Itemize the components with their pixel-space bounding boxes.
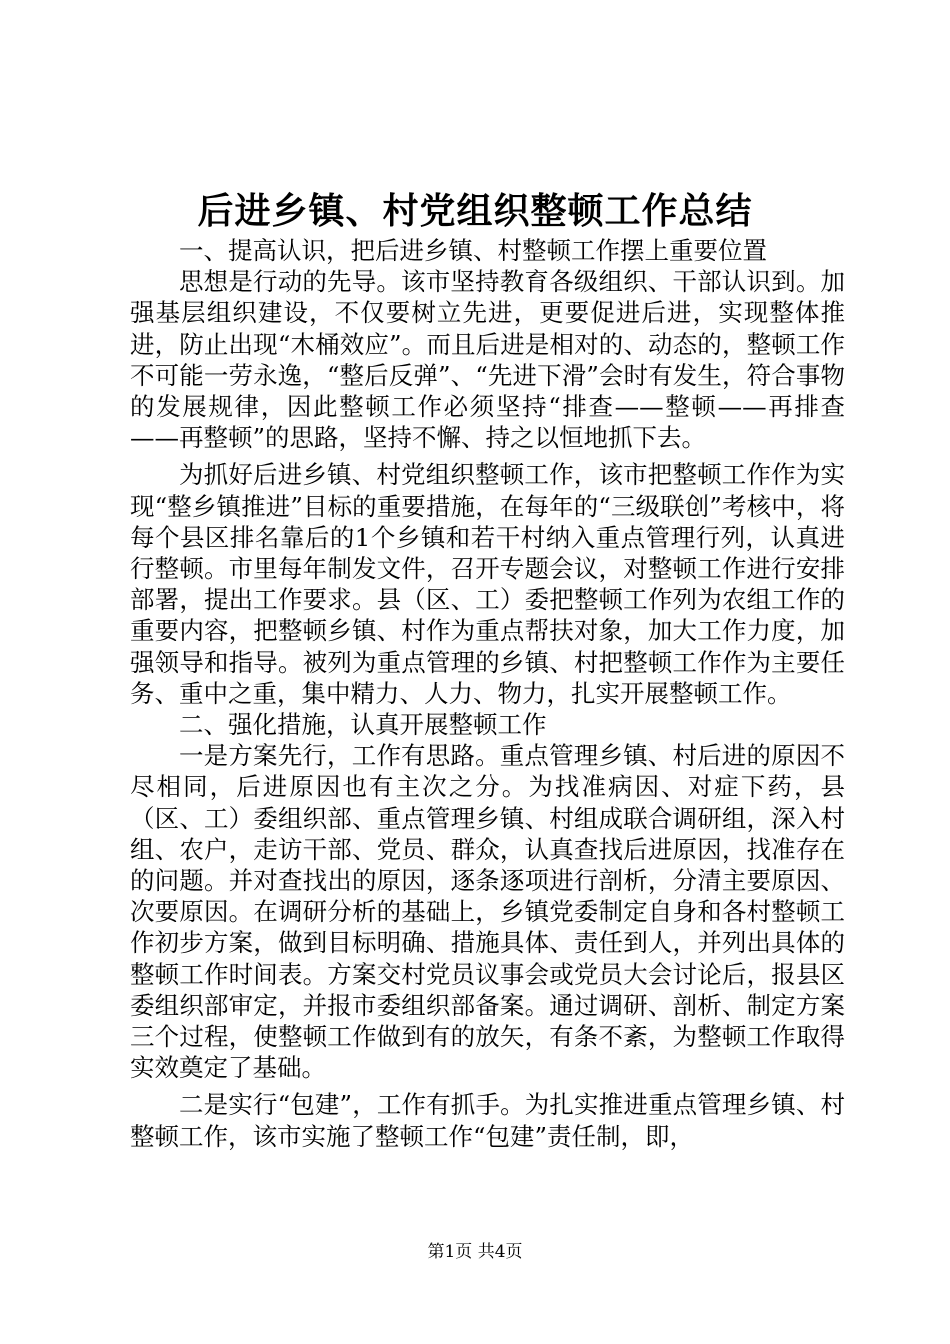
page-number-footer: 第1页 共4页 xyxy=(427,1242,523,1262)
paragraph: 二是实行“包建”，工作有抓手。为扎实推进重点管理乡镇、村整顿工作，该市实施了整顿工作“包建”责任制，即， xyxy=(130,1090,845,1151)
paragraph: 为抓好后进乡镇、村党组织整顿工作，该市把整顿工作作为实现“整乡镇推进”目标的重要措施，在每年的“三级联创”考核中，将每个县区排名靠后的1个乡镇和若干村纳入重点管理行列，认真进行整顿。市里每年制发文件，召开专题会议，对整顿工作进行安排部署，提出工作要求。县（区、工）委把整顿工作列为农组工作的重要内容，把整顿乡镇、村作为重点帮扶对象，加大工作力度，加强领导和指导。被列为重点管理的乡镇、村把整顿工作作为主要任务、重中之重，集中精力、人力、物力，扎实开展整顿工作。 xyxy=(130,460,845,708)
section-heading-1: 一、提高认识，把后进乡镇、村整顿工作摆上重要位置 xyxy=(179,236,767,265)
paragraph: 思想是行动的先导。该市坚持教育各级组织、干部认识到。加强基层组织建设，不仅要树立先进，更要促进后进，实现整体推进，防止出现“木桶效应”。而且后进是相对的、动态的，整顿工作不可能一劳永逸，“整后反弹”、“先进下滑”会时有发生，符合事物的发展规律，因此整顿工作必须坚持“排查——整顿——再排查——再整顿”的思路，坚持不懈、持之以恒地抓下去。 xyxy=(130,267,845,453)
section-heading-2: 二、强化措施，认真开展整顿工作 xyxy=(179,710,547,740)
document-body xyxy=(130,235,845,1152)
document-title: 后进乡镇、村党组织整顿工作总结 xyxy=(197,190,753,232)
paragraph: 一是方案先行，工作有思路。重点管理乡镇、村后进的原因不尽相同，后进原因也有主次之分。为找准病因、对症下药，县（区、工）委组织部、重点管理乡镇、村组成联合调研组，深入村组、农户，走访干部、党员、群众，认真查找后进原因，找准存在的问题。并对查找出的原因，逐条逐项进行剖析，分清主要原因、次要原因。在调研分析的基础上，乡镇党委制定自身和各村整顿工作初步方案，做到目标明确、措施具体、责任到人，并列出具体的整顿工作时间表。方案交村党员议事会或党员大会讨论后，报县区委组织部审定，并报市委组织部备案。通过调研、剖析、制定方案三个过程，使整顿工作做到有的放矢，有条不紊，为整顿工作取得实效奠定了基础。 xyxy=(130,741,845,1083)
